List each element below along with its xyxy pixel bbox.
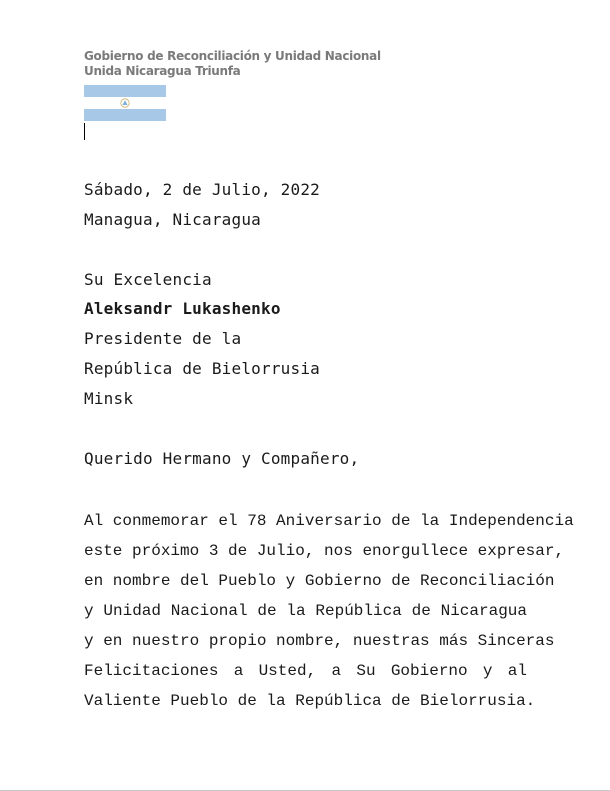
body-line: Felicitaciones a Usted, a Su Gobierno y al	[84, 662, 527, 680]
nicaragua-flag-icon	[84, 85, 166, 121]
recipient-city: Minsk	[84, 389, 134, 408]
body-line: Valiente Pueblo de la República de Bielorrusia.	[84, 692, 536, 710]
government-name: Gobierno de Reconciliación y Unidad Nacional	[84, 49, 381, 63]
body-line: y en nuestro propio nombre, nuestras más Sinceras	[84, 632, 555, 650]
recipient-role-line-2: República de Bielorrusia	[84, 359, 320, 378]
recipient-name: Aleksandr Lukashenko	[84, 299, 281, 318]
text-cursor	[84, 123, 85, 140]
letter-greeting: Querido Hermano y Compañero,	[84, 449, 360, 468]
flag-stripe-top	[84, 85, 166, 97]
letter-place: Managua, Nicaragua	[84, 210, 261, 229]
government-slogan: Unida Nicaragua Triunfa	[84, 64, 241, 78]
letter-body-paragraph	[84, 506, 574, 716]
body-line: Al conmemorar el 78 Aniversario de la Independencia	[84, 512, 574, 530]
flag-stripe-bottom	[84, 109, 166, 121]
recipient-title: Su Excelencia	[84, 270, 212, 289]
coat-of-arms-icon	[120, 98, 130, 108]
body-line: este próximo 3 de Julio, nos enorgullece expresar,	[84, 542, 565, 560]
letter-date: Sábado, 2 de Julio, 2022	[84, 180, 320, 199]
recipient-role-line-1: Presidente de la	[84, 329, 242, 348]
body-line: y Unidad Nacional de la República de Nicaragua	[84, 602, 527, 620]
body-line: en nombre del Pueblo y Gobierno de Reconciliación	[84, 572, 555, 590]
